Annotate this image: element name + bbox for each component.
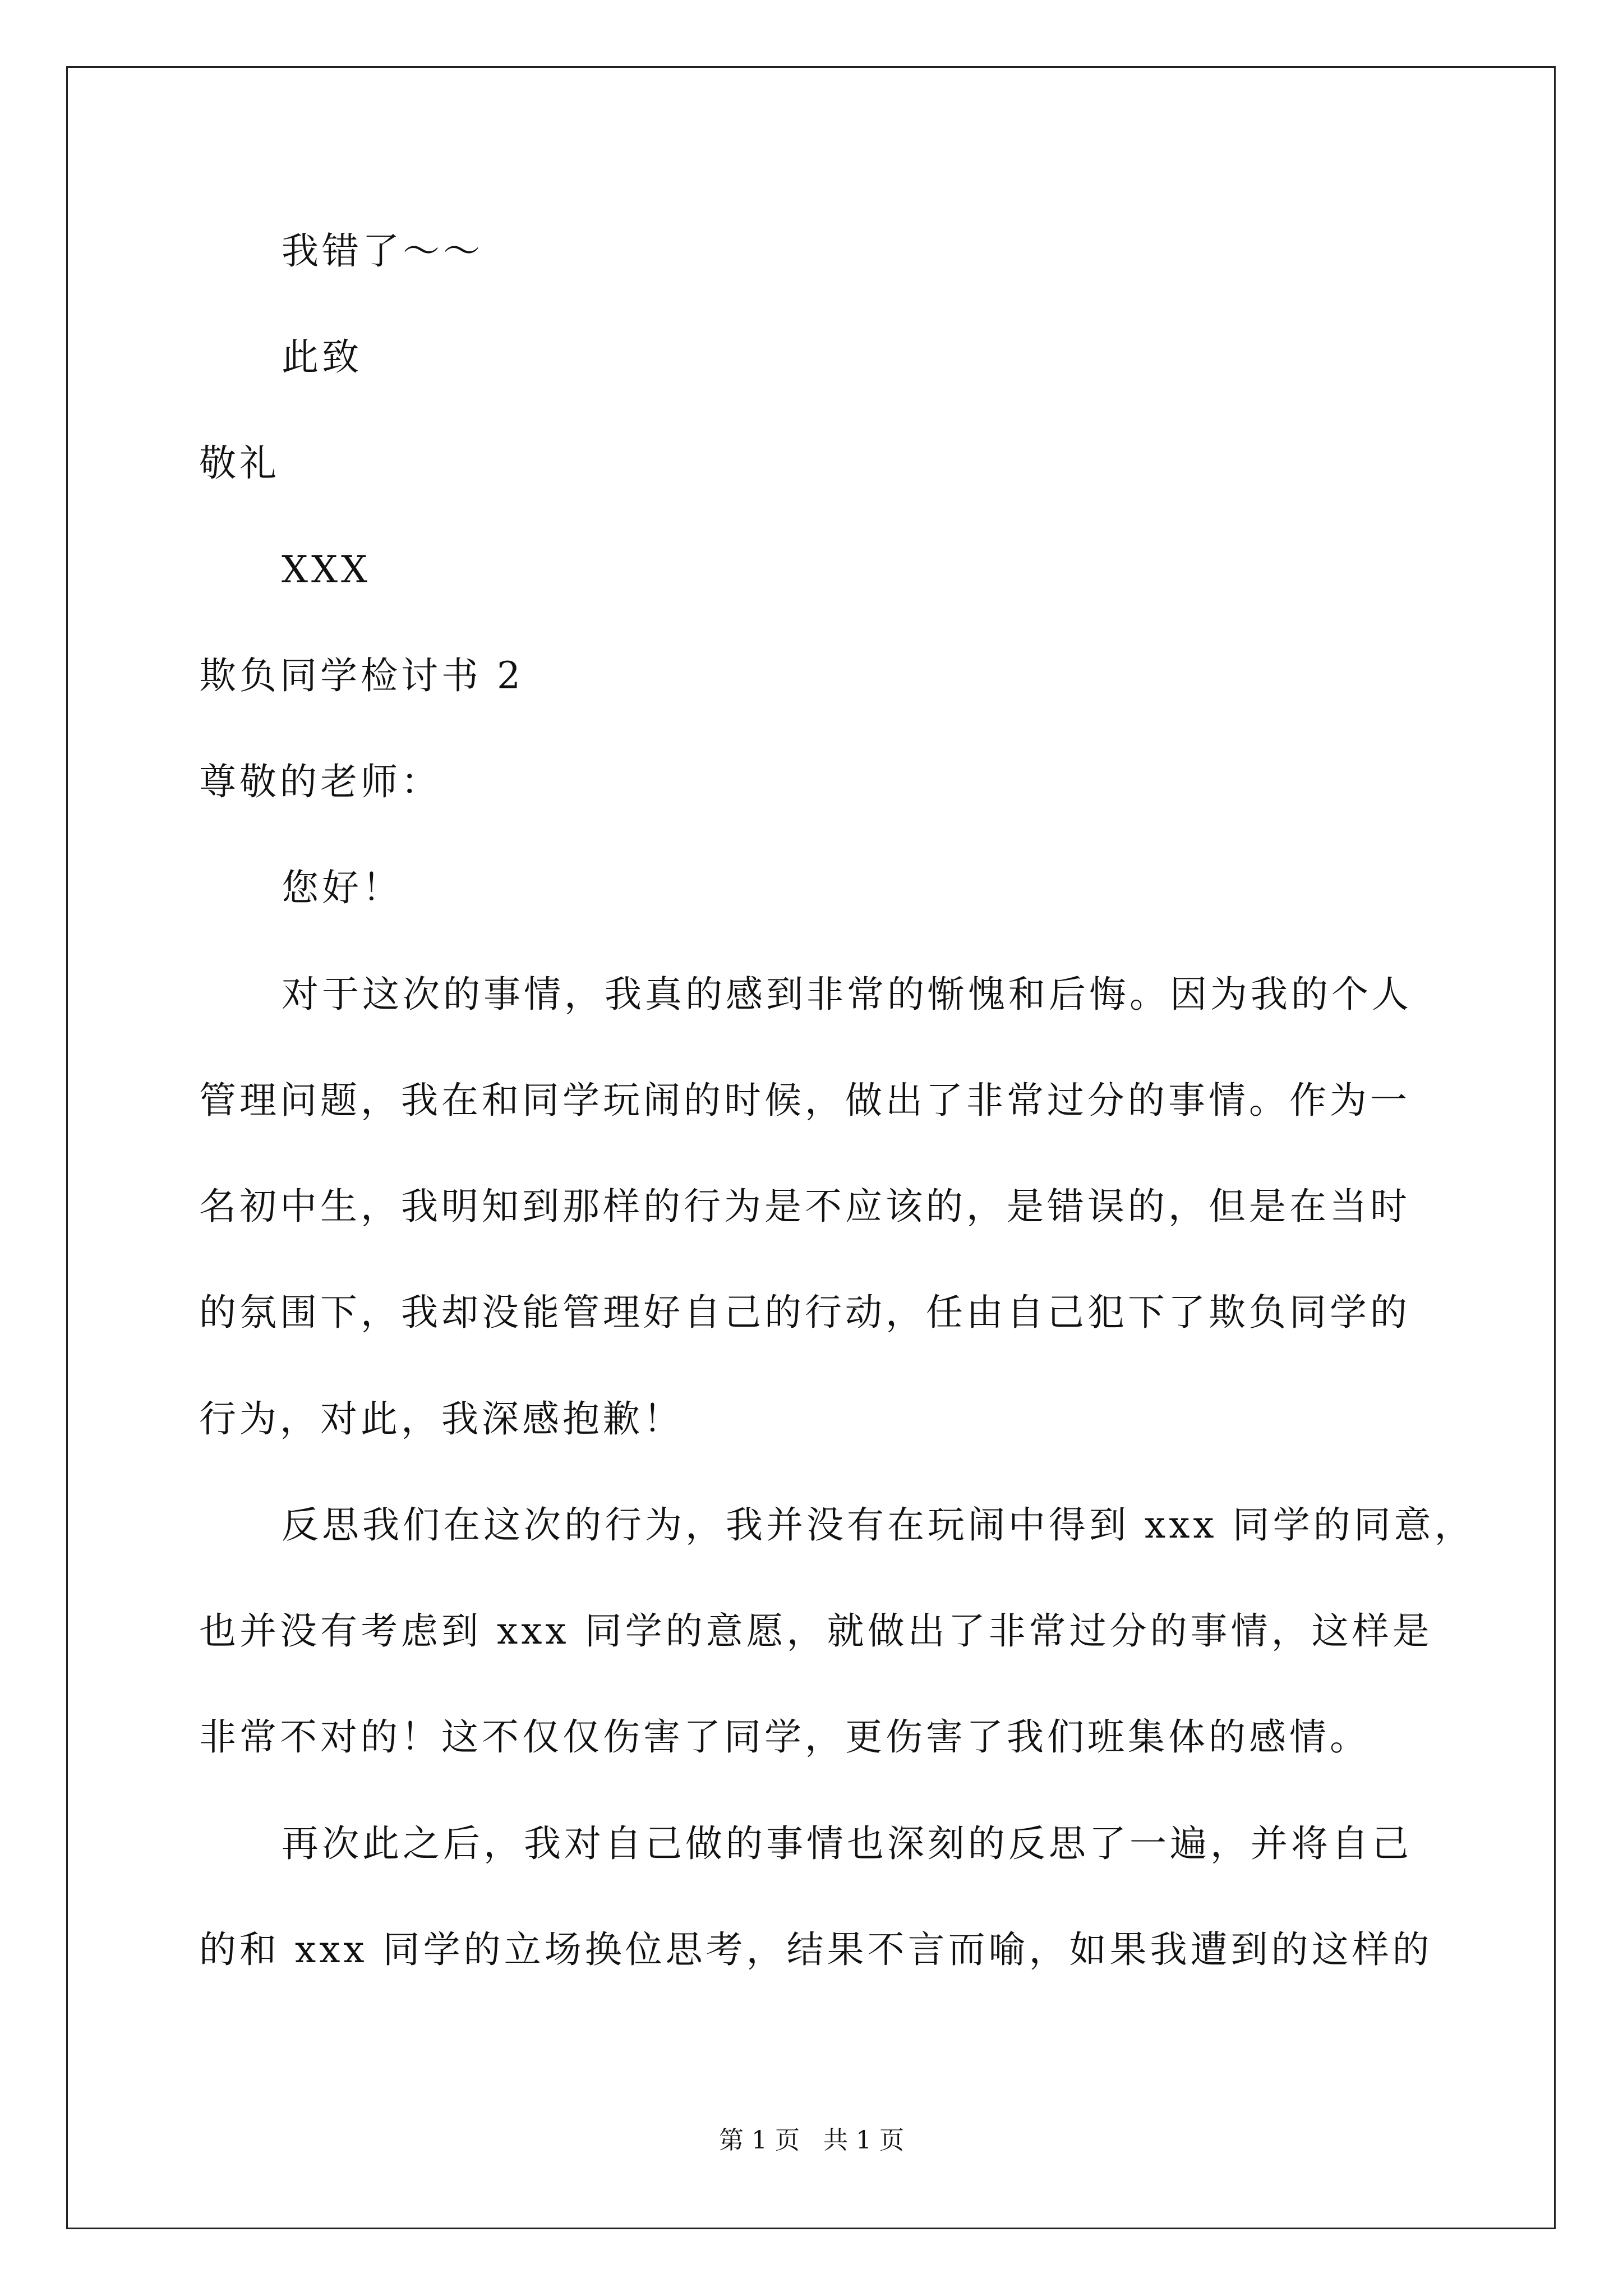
section-title: 欺负同学检讨书 2 [199, 654, 524, 697]
greeting-line: 您好！ [282, 866, 403, 909]
page-border [66, 66, 1556, 2229]
paragraph-line: 名初中生，我明知到那样的行为是不应该的，是错误的，但是在当时 [199, 1185, 1410, 1228]
paragraph-line: 也并没有考虑到 xxx 同学的意愿，就做出了非常过分的事情，这样是 [199, 1609, 1433, 1653]
paragraph-line: 管理问题，我在和同学玩闹的时候，做出了非常过分的事情。作为一 [199, 1079, 1410, 1122]
paragraph-line: 反思我们在这次的行为，我并没有在玩闹中得到 xxx 同学的同意， [282, 1503, 1475, 1547]
paragraph-line: 的氛围下，我却没能管理好自己的行动，任由自己犯下了欺负同学的 [199, 1291, 1410, 1334]
closing-line: 敬礼 [199, 441, 280, 485]
text-line: 我错了～～ [282, 229, 483, 273]
paragraph-line: 对于这次的事情，我真的感到非常的惭愧和后悔。因为我的个人 [282, 973, 1412, 1016]
greeting-recipient: 尊敬的老师： [199, 760, 441, 803]
paragraph-line: 的和 xxx 同学的立场换位思考，结果不言而喻，如果我遭到的这样的 [199, 1928, 1433, 1971]
paragraph-line: 行为，对此，我深感抱歉！ [199, 1397, 684, 1441]
signature-line: XXX [282, 548, 371, 591]
page-number: 第 1 页 共 1 页 [719, 2126, 904, 2155]
paragraph-line: 非常不对的！这不仅仅伤害了同学，更伤害了我们班集体的感情。 [199, 1715, 1370, 1759]
paragraph-line: 再次此之后，我对自己做的事情也深刻的反思了一遍，并将自己 [282, 1822, 1412, 1865]
salutation-line: 此致 [282, 335, 362, 379]
